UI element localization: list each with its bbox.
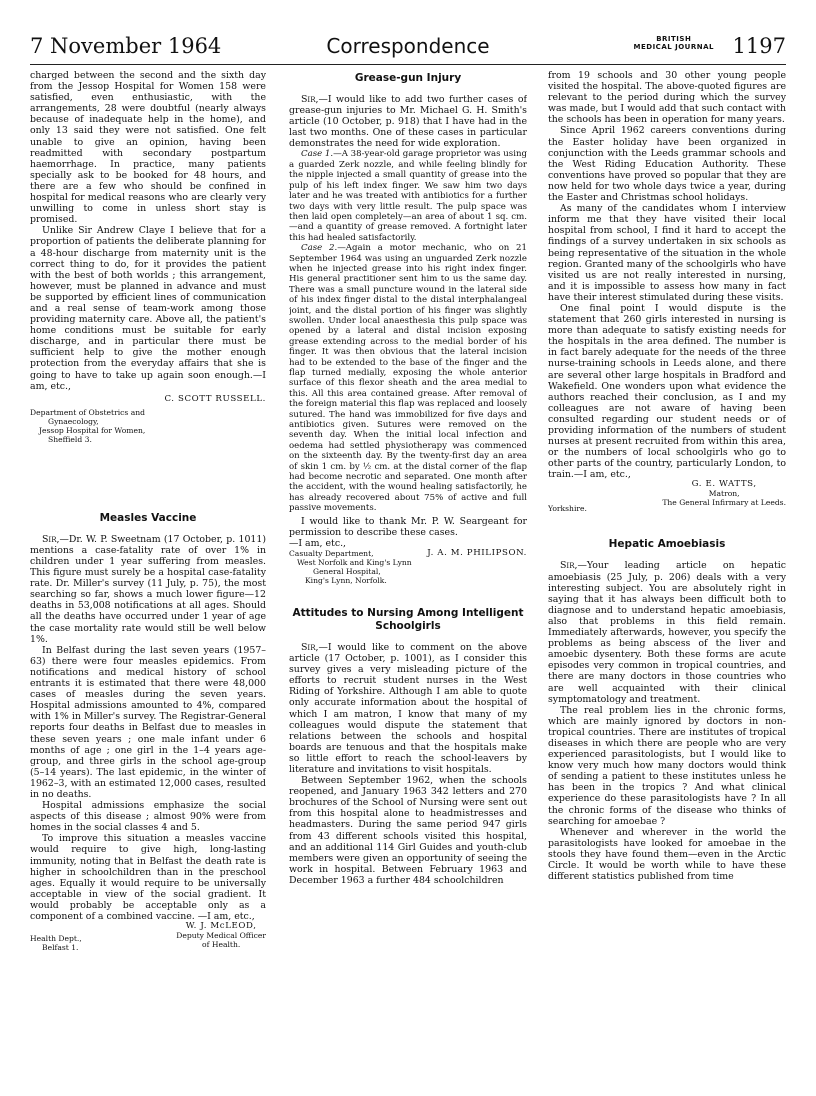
case2-text: —Again a motor mechanic, who on 21 September 1964 was using an unguarded Zerk nozzle when he injected grease into his right index finger. His general practitioner sent him to us the same day. There was a small puncture wound in the lateral side of his index finger distal to the distal interphalangeal joint, and the distal portion of his finger was slightly swollen. Under local anaesthesia this pulp space was opened by a lateral and distal incision exposing grease extending across to the medial border of his finger. It was then obvious that the lateral incision had to be extended to the base of the finger and the flap turned medially, exposing the whole anterior surface of this flexor sheath and the area medial to this. All this area contained grease. After removal of the foreign material this flap was replaced and loosely sutured. The hand was immobilized for five days and antibiotics given. Sutures were removed on the seventh day. When the initial local infection and oedema had settled physiotherapy was commenced on the sixteenth day. By the twenty-first day an area of skin 1 cm. by ½ cm. at the distal corner of the flap had become necrotic and separated. One month after the accident, with the wound healing satisfactorily, he has already recovered about 75% of active and full passive movements. [289, 243, 527, 514]
amoebiasis-paragraph: —Your leading article on hepatic amoebiasis (25 July, p. 206) deals with a very interesting subject. You are absolutely right in saying that it has always been difficult both to diagnose and to understand hepatic amoebiasis, also that problems in this field remain. Immediately afterwards, however, you specify the problems as being abscess of the liver and amoebic dysentery. Both these forms are acute episodes very common in tropical countries, and there are many doctors in those countries who are well acquainted with their clinical symptomatology and treatment. [548, 560, 786, 705]
signature-name: G. E. WATTS, [691, 479, 757, 490]
letter1-paragraph: charged between the second and the sixth day from the Jessop Hospital for Women 158 were satisfied, even enthusiastic, with the arrangements, 28 were doubtful (nearly always because of inadequate help in the home), and only 13 said they were not satisfied. One felt unable to give an opinion, having been readmitted with secondary postpartum haemorrhage. In practice, many patients specially ask to be booked for 48 hours, and there are a few who should be confined in hospital for medical reasons who are clearly very unwilling to come in unless short stay is promised. [30, 70, 266, 226]
nursing-paragraph: from 19 schools and 30 other young people visited the hospital. The above-quoted figures are relevant to the period during which the survey was made, but I would add that such contact with the schools has been in operation for many years. [548, 70, 786, 126]
measles-paragraph: Hospital admissions emphasize the social aspects of this disease ; almost 90% were from homes in the social classes 4 and 5. [30, 800, 266, 834]
signature-title: Matron, [708, 489, 740, 499]
address-line: General Hospital, [313, 566, 381, 576]
amoebiasis-title: Hepatic Amoebiasis [608, 538, 726, 551]
measles-paragraph: To improve this situation a measles vaccine would require to give high, long-lasting immunity, noting that in Belfast the death rate is higher in schoolchildren than in the preschool ages. Equally it would require to be universally acceptable in view of the social gradient. It would probably be acceptable only as a component of a combined vaccine. —I am, etc., [30, 833, 266, 922]
nursing-paragraph: Since April 1962 careers conventions during the Easter holiday have been organized in conjunction with the Leeds grammar schools and the West Riding Education Authority. These conventions have proved so popular that they are now held for two whole days twice a year, during the Easter and Christmas school holidays. [548, 125, 786, 204]
case1-label: Case 1. [301, 149, 334, 160]
letter1-paragraph: Unlike Sir Andrew Claye I believe that for a proportion of patients the deliberate planning for a 48-hour discharge from maternity unit is the correct thing to do, for it provides the patient with the best of both worlds ; this arrangement, however, must be planned in advance and must be supported by efficient lines of communication and a real sense of team-work among those providing maternity care. Above all, the patient's home conditions must be suitable for early discharge, and in particular there must be sufficient help to give the mother enough protection from the everyday affairs that she is going to have to take up again soon enough.—I am, etc., [30, 225, 266, 392]
measles-address [30, 934, 82, 952]
journal-name [634, 35, 714, 51]
signature-title: of Health. [202, 940, 241, 950]
grease-thanks: I would like to thank Mr. P. W. Seargeant for permission to describe these cases. [289, 515, 527, 538]
measles-paragraph: In Belfast during the last seven years (1957–63) there were four measles epidemics. From notifications and medical history of school entrants it is estimated that there were 48,000 cases of measles during the seven years. Hospital admissions amounted to 4%, compared with 1% in Miller's survey. The Registrar-General reports four deaths in Belfast due to measles in these seven years ; one male infant under 6 months of age ; one girl in the 1–4 years age-group, and three girls in the school age-group (5–14 years). The last epidemic, in the winter of 1962–3, with an estimated 12,000 cases, resulted in no deaths. [30, 644, 266, 800]
signature-title: Deputy Medical Officer [176, 931, 266, 941]
case2-label: Case 2. [301, 243, 338, 254]
measles-signature [176, 922, 266, 949]
grease-salutation: Sir, [301, 94, 319, 105]
address-line: West Norfolk and King's Lynn [297, 557, 412, 567]
grease-closing: —I am, etc., [289, 537, 347, 549]
column-3 [548, 70, 786, 1078]
measles-signature-block [30, 921, 266, 953]
address-line: Department of Obstetrics and [30, 407, 145, 417]
nursing-paragraph: Between September 1962, when the schools reopened, and January 1963 342 letters and 270 brochures of the School of Nursing were sent out from this hospital alone to headmistresses and headmasters. During the same period 947 girls from 43 different schools visited this hospital, and an additional 114 Girl Guides and youth-club members were given an opportunity of seeing the work in hospital. Between February 1963 and December 1963 a further 484 schoolchildren [289, 775, 527, 886]
letter1-signature: C. SCOTT RUSSELL. [164, 393, 266, 404]
letter1-address [30, 408, 266, 444]
grease-signature [427, 549, 527, 558]
section-title: Correspondence [326, 34, 490, 58]
signature-name: J. A. M. PHILIPSON. [427, 547, 527, 558]
address-line: King's Lynn, Norfolk. [305, 575, 387, 585]
address-line: Gynaecology, [48, 416, 99, 426]
journal-name-line2: MEDICAL JOURNAL [633, 43, 714, 51]
grease-title: Grease-gun Injury [354, 72, 462, 84]
nursing-signature-block [548, 480, 786, 516]
nursing-address: Yorkshire. [548, 504, 587, 514]
nursing-paragraph: As many of the candidates whom I interview inform me that they have visited their local hospital from school, I find it hard to accept the findings of a survey undertaken in six schools as being representative of the situation in the whole region. Granted many of the schoolgirls who have visited us are not really interested in nursing, and it is impossible to assess how many in fact have their interest stimulated during these visits. [548, 203, 786, 303]
grease-intro: —I would like to add two further cases of grease-gun injuries to Mr. Michael G. H. Smith's article (10 October, p. 918) that I have had in the last two months. One of these cases in particular demonstrates the need for wide exploration. [289, 94, 527, 150]
amoebiasis-paragraph: Whenever and wherever in the world the parasitologists have looked for amoebae in the stools they have found them—even in the Arctic Circle. It would be worth while to have these different statistics published from time [548, 826, 786, 883]
address-line: Casualty Department, [289, 548, 374, 558]
address-line: Belfast 1. [42, 943, 79, 953]
measles-title: Measles Vaccine [99, 511, 197, 524]
journal-name-line1: BRITISH [656, 35, 692, 43]
nursing-paragraph: One final point I would dispute is the statement that 260 girls interested in nursing is more than adequate to satisfy existing needs for the hospitals in the area defined. The number is in fact barely adequate for the needs of the three nurse-training schools in Leeds alone, and there are several other large hospitals in Bradford and Wakefield. One wonders upon what evidence the authors reached their conclusion, as I and my colleagues are not aware of having been consulted regarding our student needs or of providing information of the numbers of student nurses at present recruited from within this area, or the numbers of local schoolgirls who go to other parts of the country, particularly London, to train.—I am, etc., [548, 302, 786, 481]
address-line: Health Dept., [30, 934, 82, 944]
case1-text: —A 38-year-old garage proprietor was using a guarded Zerk nozzle, and while feeling blindly for the nipple injected a small quantity of grease into the pulp of his left index finger. We saw him two days later and he was treated with antibiotics for a further two days with very little result. The pulp space was then laid open completely—an area of about 1 sq. cm.—and a quantity of grease removed. A fortnight later this had healed satisfactorily. [289, 149, 527, 243]
header-rule [30, 64, 786, 65]
nursing-title [289, 607, 527, 633]
amoebiasis-salutation: Sir, [560, 560, 578, 572]
address-line: Jessop Hospital for Women, [39, 425, 146, 435]
measles-salutation: Sir, [42, 533, 60, 545]
nursing-paragraph: —I would like to comment on the above article (17 October, p. 1001), as I consider this survey gives a very misleading picture of the efforts to recruit student nurses in the West Riding of Yorkshire. Although I am able to quote only accurate information about the hospital of which I am matron, I know that many of my colleagues would dispute the statement that relations between the schools and hospital boards are tenuous and that the hospitals make so little effort to reach the school-leavers by literature and invitations to visit hospitals. [289, 641, 527, 775]
nursing-title-line1: Attitudes to Nursing Among Intelligent [292, 606, 524, 619]
page-number: 1197 [732, 34, 786, 58]
nursing-salutation: Sir, [301, 641, 319, 653]
address-line: Sheffield 3. [48, 434, 92, 444]
column-2 [289, 70, 527, 1078]
signature-name: W. J. McLEOD, [185, 921, 257, 932]
issue-date: 7 November 1964 [30, 34, 222, 58]
signature-title: The General Infirmary at Leeds. [662, 498, 786, 508]
grease-address [289, 549, 412, 585]
column-1 [30, 70, 266, 1078]
page-header [30, 34, 786, 64]
nursing-signature [662, 480, 786, 507]
measles-paragraph: —Dr. W. P. Sweetnam (17 October, p. 1011) mentions a case-fatality rate of over 1% in children under 1 year suffering from measles. This figure must surely be a hospital case-fatality rate. Dr. Miller's survey (11 July, p. 75), the most searching so far, shows a much lower figure—12 deaths in 53,008 notifications at all ages. Should all the deaths have occurred under 1 year of age the case mortality rate would still be well below 1%. [30, 533, 266, 645]
grease-signature-block [289, 549, 527, 591]
nursing-title-line2: Schoolgirls [375, 619, 441, 632]
amoebiasis-paragraph: The real problem lies in the chronic forms, which are mainly ignored by doctors in non-tropical countries. There are institutes of tropical diseases in which there are people who are very experienced parasitologists, but I would like to know very much how many doctors would think of sending a patient to these institutes unless he has been in the tropics ? And what clinical experience do these parasitologists have ? In all the chronic forms of the disease who thinks of searching for amoebae ? [548, 704, 786, 827]
